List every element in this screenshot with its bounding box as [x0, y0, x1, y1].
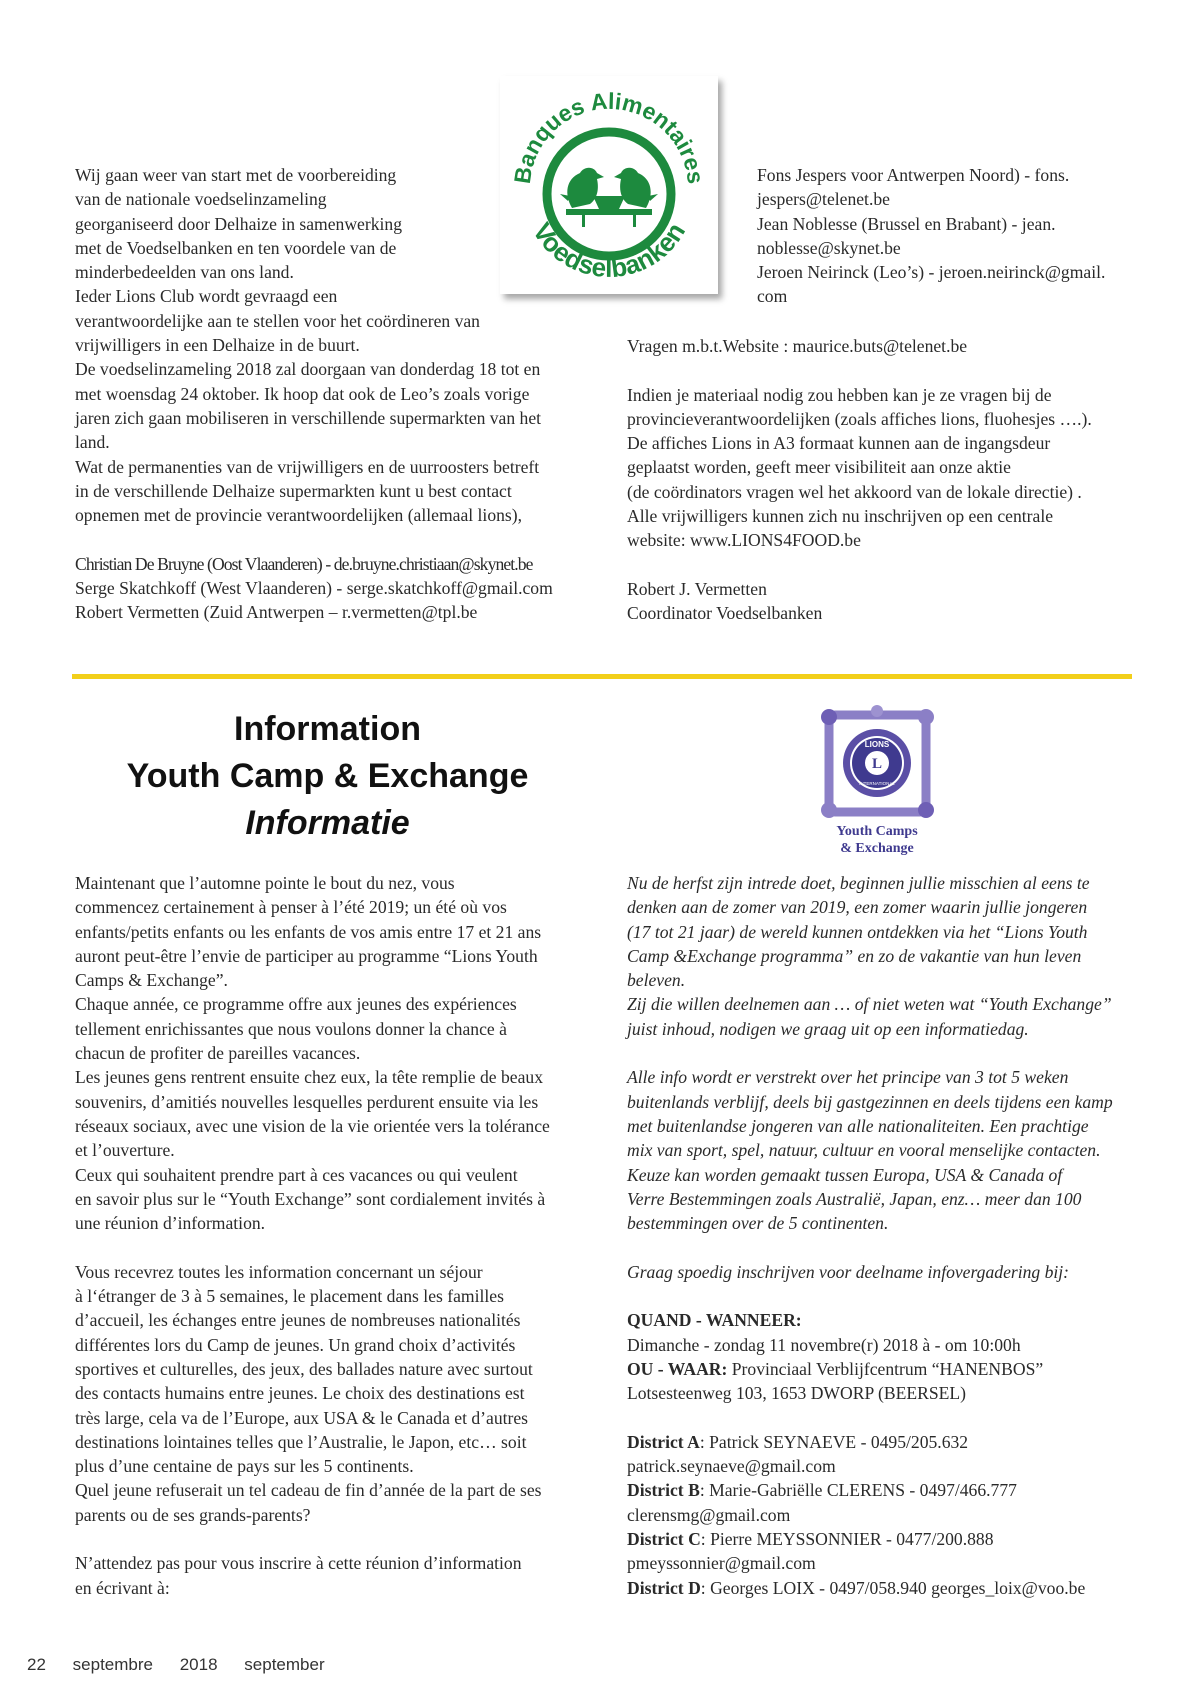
district-contacts — [627, 1430, 1147, 1600]
youth-camps-logo — [815, 705, 940, 855]
footer-year: 2018 — [179, 1655, 218, 1674]
material-paragraph: Indien je materiaal nodig zou hebben kan je ze vragen bij de provincieverantwoordelijken (zoals affiches lions, fluohesjes ….). De affiches Lions in A3 formaat kunnen aan de ingangsdeur geplaatst worden, geeft meer visibiliteit aan onze aktie (de coördinators vragen wel het akkoord van de lokale directie) . Alle vrijwilligers kunnen zich nu inschrijven op een centrale website: www.LIONS4FOOD.be — [627, 384, 1092, 551]
voedselbanken-contacts-right — [757, 163, 1137, 309]
logo-bottom-text: Voedselbanken — [526, 217, 692, 284]
nl-paragraph-3: Graag spoedig inschrijven voor deelname infovergadering bij: — [627, 1261, 1070, 1282]
nl-paragraph-1: Nu de herfst zijn intrede doet, beginnen jullie misschien al eens te denken aan de zomer van 2019, een zomer waarin jullie jongeren (17 tot 21 jaar) de wereld kunnen ontdekken via het “Lions Youth Camp &Exchange programma” en zo de vakantie van hun leven beleven. Zij die willen deelnemen aan … of niet weten wat “Youth Exchange” juist inhoud, nodigen we graag uit op een informatiedag. — [627, 873, 1112, 1039]
svg-text:Voedselbanken — [527, 217, 691, 283]
nl-paragraph-2: Alle info wordt er verstrekt over het principe van 3 tot 5 weken buitenlands verblijf, deels bij gastgezinnen en deels tijdens een kamp met buitenlandse jongeren van alle nationaliteiten. Een prachtige mix van sport, spel, natuur, cultuur en vooral menselijke contacten. Keuze kan worden gemaakt tussen Europa, USA & Canada of Verre Bestemmingen zoals Australië, Japan, enz… meer dan 100 bestemmingen over de 5 continenten. — [627, 1067, 1113, 1234]
fr-paragraph-2: Vous recevrez toutes les information concernant un séjour à l‘étranger de 3 à 5 semaines, le placement dans les familles d’accueil, les échanges entre jeunes de nombreuses nationalités différentes lors du Camp de jeunes. Un grand choix d’activités sportives et culturelles, des jeux, des ballades nature avec surtout des contacts humains entre jeunes. Le choix des destinations est très large, cela va de l’Europe, aux USA & le Canada et d’autres destinations lointaines telles que l’Australie, le Japon, etc… soit plus d’une centaine de pays sur les 5 continents. Quel jeune refuserait un tel cadeau de fin d’année de la part de ses parents ou de ses grands-parents? — [75, 1261, 542, 1525]
heading-line-3: Informatie — [245, 804, 410, 842]
website-question: Vragen m.b.t.Website : maurice.buts@telenet.be — [627, 336, 968, 356]
address: Lotsesteenweg 103, 1653 DWORP (BEERSEL) — [627, 1383, 966, 1404]
footer-month-nl: september — [244, 1655, 325, 1674]
voedselbanken-text-right — [627, 334, 1137, 626]
when-label: QUAND - WANNEER: — [627, 1310, 802, 1331]
where-label: OU - WAAR: — [627, 1358, 728, 1379]
district-line: District A: Patrick SEYNAEVE - 0495/205.632 — [627, 1431, 969, 1452]
logo-caption-1: Youth Camps — [836, 824, 918, 839]
youth-exchange-text-fr — [75, 871, 595, 1600]
youth-exchange-text-nl — [627, 871, 1147, 1600]
page-footer — [27, 1655, 347, 1675]
contact-line: Christian De Bruyne (Oost Vlaanderen) - de.bruyne.christiaan@skynet.be — [75, 553, 533, 574]
contact-line: com — [757, 286, 788, 307]
signature: Robert J. Vermetten Coordinator Voedselbanken — [627, 578, 823, 624]
contact-line: Serge Skatchkoff (West Vlaanderen) - serge.skatchkoff@gmail.com — [75, 578, 553, 599]
event-details — [627, 1308, 1147, 1405]
badge-text: LIONS — [864, 740, 890, 749]
heading-line-1: Information — [234, 710, 421, 748]
contact-line: Robert Vermetten (Zuid Antwerpen – r.vermetten@tpl.be — [75, 602, 478, 623]
district-email: patrick.seynaeve@gmail.com — [627, 1456, 836, 1477]
contact-line: jespers@telenet.be — [757, 189, 890, 210]
section-heading — [75, 706, 580, 847]
where-value: Provinciaal Verblijfcentrum “HANENBOS” — [727, 1358, 1044, 1379]
intro-paragraph: Wij gaan weer van start met de voorbereiding van de nationale voedselinzameling georganiseerd door Delhaize in samenwerking met de Voedselbanken en ten voordele van de minderbedeelden van ons land. Ieder Lions Club wordt gevraagd een verantwoordelijke aan te stellen voor het coördineren van vrijwilligers in een Delhaize in de buurt. De voedselinzameling 2018 zal doorgaan van donderdag 18 tot en met woensdag 24 oktober. Ik hoop dat ook de Leo’s zoals vorige jaren zich gaan mobiliseren in verschillende supermarkten van het land. Wat de permanenties van de vrijwilligers en de uurroosters betreft in de verschillende Delhaize supermarkten kunt u best contact opnemen met de provincie verantwoordelijken (allemaal lions), — [75, 165, 542, 526]
section-divider — [72, 674, 1132, 679]
contact-line: Fons Jespers voor Antwerpen Noord) - fons. — [757, 165, 1070, 185]
badge-letter: L — [871, 756, 883, 772]
district-email: clerensmg@gmail.com — [627, 1504, 791, 1525]
district-line: District B: Marie-Gabriëlle CLERENS - 0497/466.777 — [627, 1480, 1017, 1501]
svg-text:Banques Alimentaires — [509, 88, 709, 186]
district-email: pmeyssonnier@gmail.com — [627, 1553, 816, 1574]
contact-line: Jeroen Neirinck (Leo’s) - jeroen.neirinck@gmail. — [757, 262, 1106, 283]
contact-list — [75, 552, 585, 625]
contact-line: noblesse@skynet.be — [757, 237, 901, 258]
district-line: District C: Pierre MEYSSONNIER - 0477/200.888 — [627, 1529, 994, 1550]
heading-line-2: Youth Camp & Exchange — [126, 757, 529, 795]
when-value: Dimanche - zondag 11 novembre(r) 2018 à - om 10:00h — [627, 1334, 1021, 1355]
where-line — [627, 1357, 1147, 1381]
voedselbanken-logo-graphic — [500, 76, 718, 294]
district-line: District D: Georges LOIX - 0497/058.940 georges_loix@voo.be — [627, 1577, 1086, 1598]
logo-caption-2: & Exchange — [840, 841, 914, 855]
fr-paragraph-1: Maintenant que l’automne pointe le bout du nez, vous commencez certainement à penser à l’été 2019; un été où vos enfants/petits enfants ou les enfants de vos amis entre 17 et 21 ans auront peut-être l’envie de participer au programme “Lions Youth Camps & Exchange”. Chaque année, ce programme offre aux jeunes des expériences tellement enrichissantes que nous voulons donner la chance à chacun de profiter de pareilles vacances. Les jeunes gens rentrent ensuite chez eux, la tête remplie de beaux souvenirs, d’amitiés nouvelles lesquelles perdurent ensuite via les réseaux sociaux, avec une vision de la vie orientée vers la tolérance et l’ouverture. Ceux qui souhaitent prendre part à ces vacances ou qui veulent en savoir plus sur le “Youth Exchange” sont cordialement invités à une réunion d’information. — [75, 873, 550, 1234]
badge-sub: INTERNATIONAL — [859, 781, 895, 786]
footer-month-fr: septembre — [72, 1655, 153, 1674]
logo-top-text: Banques Alimentaires — [508, 87, 710, 186]
fr-paragraph-3: N’attendez pas pour vous inscrire à cette réunion d’information en écrivant à: — [75, 1553, 522, 1598]
youth-camps-logo-graphic — [815, 705, 940, 855]
banques-alimentaires-logo — [500, 76, 718, 294]
page-number: 22 — [27, 1655, 46, 1674]
contact-line: Jean Noblesse (Brussel en Brabant) - jean. — [757, 213, 1056, 234]
